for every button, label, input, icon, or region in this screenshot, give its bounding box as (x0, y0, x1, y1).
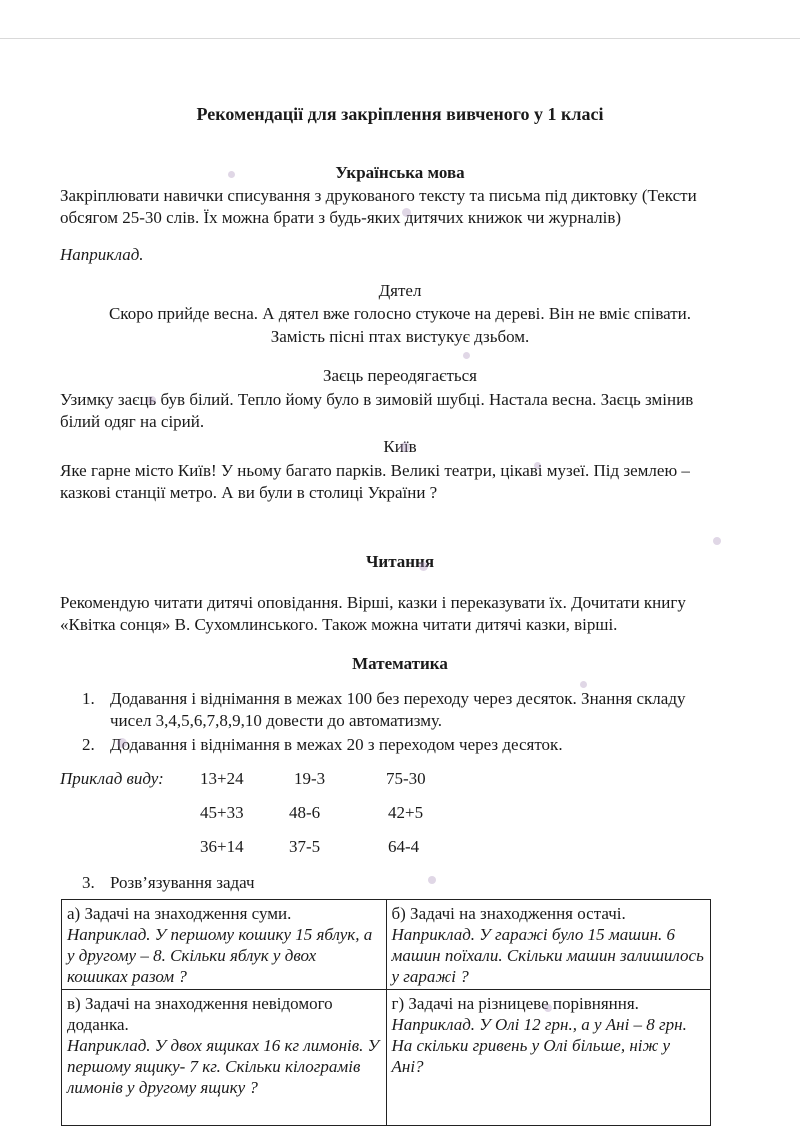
ukrainian-intro (60, 185, 772, 229)
task-example: Наприклад. У двох ящиках 16 кг лимонів. У першому ящику- 7 кг. Скільки кілограмів лимонів у другому ящику ? (67, 1036, 380, 1097)
example-cell: 45+33 (200, 803, 244, 822)
scan-edge-line (0, 38, 800, 39)
example-cell: 48-6 (289, 803, 321, 822)
scan-speck (544, 1004, 552, 1012)
math-item-3-line1: Розв’язування задач (110, 873, 255, 892)
scan-speck (402, 208, 411, 217)
scan-speck (580, 681, 587, 688)
scan-speck (463, 352, 470, 359)
example-cell: 36+14 (200, 837, 244, 856)
ukrainian-heading: Українська мова (335, 163, 465, 182)
text-hare (60, 389, 772, 433)
ukrainian-intro-line2: обсягом 25-30 слів. Їх можна брати з будь-яких дитячих книжок чи журналів) (60, 208, 622, 227)
text-title-woodpecker: Дятел (378, 281, 422, 300)
text-title-kyiv: Київ (383, 437, 417, 456)
ukrainian-intro-line1: Закріплювати навички списування з друкованого тексту та письма під диктовку (Тексти (60, 186, 697, 205)
math-heading: Математика (352, 654, 448, 673)
task-cell-c (62, 990, 387, 1126)
task-title: б) Задачі на знаходження остачі. (391, 904, 626, 923)
examples-label: Приклад виду: (60, 769, 164, 788)
text-woodpecker-line2: Замість пісні птах вистукує дзьбом. (270, 327, 530, 346)
table-row (62, 990, 711, 1126)
example-label: Наприклад. (60, 245, 144, 264)
reading-line1: Рекомендую читати дитячі оповідання. Вірші, казки і переказувати їх. Дочитати книгу (60, 593, 686, 612)
math-item-1-line2: чисел 3,4,5,6,7,8,9,10 довести до автоматизму. (110, 711, 443, 730)
text-kyiv-line1: Яке гарне місто Київ! У ньому багато парків. Великі театри, цікаві музеї. Під землею – (60, 461, 690, 480)
example-cell: 19-3 (294, 769, 326, 788)
reading-line2: «Квітка сонця» В. Сухомлинського. Також можна читати дитячі казки, вірші. (60, 615, 618, 634)
text-kyiv-line2: казкові станції метро. А ви були в столиці України ? (60, 483, 438, 502)
reading-heading: Читання (365, 552, 435, 571)
scan-speck (428, 876, 436, 884)
example-cell: 64-4 (388, 837, 420, 856)
text-hare-line2: білий одяг на сірий. (60, 412, 205, 431)
scan-speck (534, 462, 541, 469)
example-cell: 75-30 (386, 769, 426, 788)
scan-speck (713, 537, 721, 545)
math-item-number: 3. (82, 873, 95, 892)
text-kyiv (60, 460, 772, 504)
task-title: г) Задачі на різницеве порівняння. (391, 994, 639, 1013)
scan-speck (228, 171, 235, 178)
text-title-hare: Заєць переодягається (323, 366, 477, 385)
task-title: в) Задачі на знаходження невідомого доданка. (67, 994, 333, 1034)
task-cell-b (386, 900, 711, 990)
page-title: Рекомендації для закріплення вивченого у 1 класі (196, 104, 604, 124)
reading-text (60, 592, 772, 636)
scan-speck (400, 442, 410, 452)
task-example: Наприклад. У Олі 12 грн., а у Ані – 8 грн. На скільки гривень у Олі більше, ніж у Ані? (391, 1015, 687, 1076)
text-woodpecker-line1: Скоро прийде весна. А дятел вже голосно стукоче на дереві. Він не вміє співати. (108, 304, 692, 323)
math-item-number: 2. (82, 735, 95, 754)
example-cell: 42+5 (388, 803, 424, 822)
example-cell: 37-5 (289, 837, 321, 856)
tasks-table (61, 899, 711, 1126)
scan-speck (419, 562, 428, 571)
task-example: Наприклад. У гаражі було 15 машин. 6 машин поїхали. Скільки машин залишилось у гаражі ? (391, 925, 704, 986)
task-title: а) Задачі на знаходження суми. (67, 904, 292, 923)
text-hare-line1: Узимку заєць був білий. Тепло йому було в зимовій шубці. Настала весна. Заєць змінив (60, 390, 694, 409)
scan-speck (147, 396, 156, 404)
scan-speck (117, 738, 127, 748)
math-item-number: 1. (82, 689, 95, 708)
task-cell-a (62, 900, 387, 990)
table-row (62, 900, 711, 990)
task-example: Наприклад. У першому кошику 15 яблук, а у другому – 8. Скільки яблук у двох кошиках разом ? (67, 925, 373, 986)
math-item-2-line1: Додавання і віднімання в межах 20 з переходом через десяток. (110, 735, 563, 754)
example-cell: 13+24 (200, 769, 244, 788)
math-item-1-line1: Додавання і віднімання в межах 100 без переходу через десяток. Знання складу (110, 689, 686, 708)
